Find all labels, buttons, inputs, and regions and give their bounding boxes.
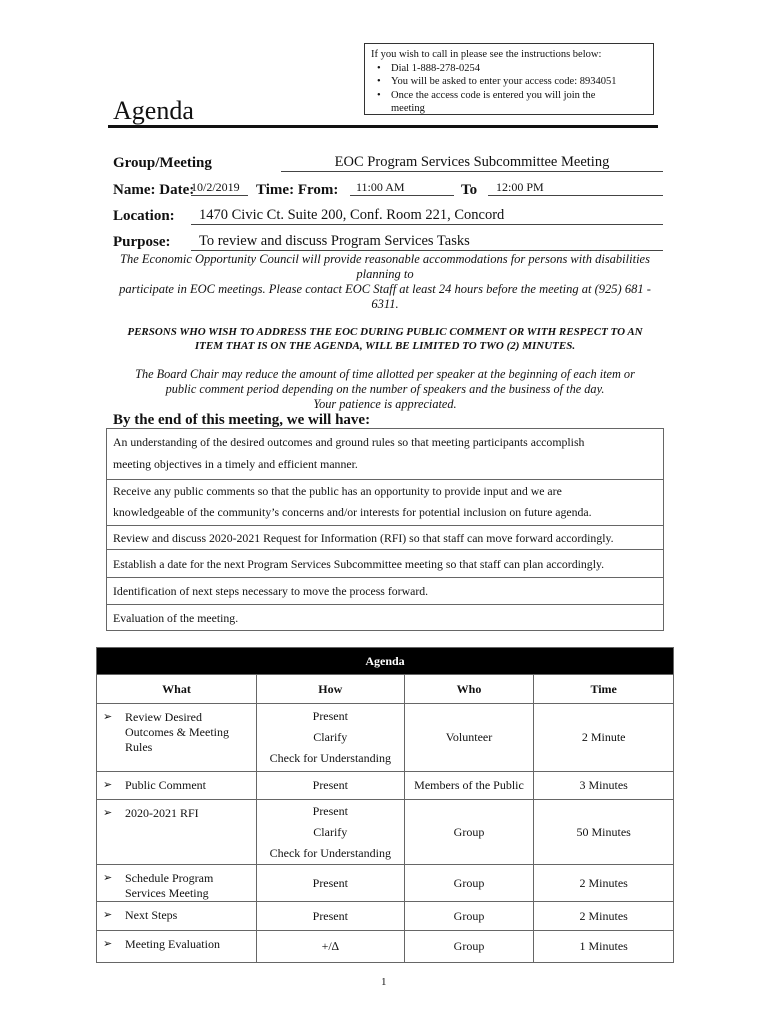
what-cell: ➢ Meeting Evaluation [97,931,257,963]
location-field: 1470 Civic Ct. Suite 200, Conf. Room 221, Concord [191,207,663,225]
board-chair-notice: The Board Chair may reduce the amount of time allotted per speaker at the beginning of each item or public comment period depending on the number of speakers and the business of the day. Your patience is appreciated. [135,367,635,411]
arrow-bullet-icon: ➢ [103,872,113,884]
how-cell: Present Clarify Check for Understanding [256,704,404,772]
column-header-how: How [256,675,404,704]
table-row [97,772,674,800]
table-row [97,704,674,772]
what-cell: ➢ Review Desired Outcomes & Meeting Rules [97,704,257,772]
time-cell: 2 Minute [534,704,674,772]
outcome-row: Evaluation of the meeting. [107,604,663,630]
arrow-bullet-icon: ➢ [103,807,113,819]
title-rule [108,125,658,128]
column-header-time: Time [534,675,674,704]
what-cell: ➢ Schedule Program Services Meeting [97,865,257,902]
how-cell: +/∆ [256,931,404,963]
what-cell: ➢ Public Comment [97,772,257,800]
table-row [97,931,674,963]
page-title: Agenda [113,96,194,125]
purpose-label: Purpose: [113,234,171,250]
agenda-table-title: Agenda [97,648,674,675]
time-cell: 2 Minutes [534,902,674,931]
how-cell: Present [256,772,404,800]
time-cell: 2 Minutes [534,865,674,902]
bullet-icon: • [377,62,381,74]
call-in-step: • You will be asked to enter your access code: 8934051 [377,76,617,87]
accommodation-notice: The Economic Opportunity Council will provide reasonable accommodations for persons with disabilities planning to participate in EOC meetings. Please contact EOC Staff at least 24 hours before the meeting at (925) 681 - 6311. [119,252,651,311]
who-cell: Group [404,931,534,963]
call-in-instructions [364,43,654,115]
table-row [97,865,674,902]
outcome-row: An understanding of the desired outcomes and ground rules so that meeting participants accomplish meeting objectives in a timely and efficient manner. [113,435,585,471]
call-in-intro: If you wish to call in please see the instructions below: [371,49,602,60]
arrow-bullet-icon: ➢ [103,938,113,950]
how-cell: Present Clarify Check for Understanding [256,800,404,865]
public-comment-notice: PERSONS WHO WISH TO ADDRESS THE EOC DURING PUBLIC COMMENT OR WITH RESPECT TO AN ITEM THAT IS ON THE AGENDA, WILL BE LIMITED TO TWO (2) MINUTES. [127,326,643,352]
who-cell: Group [404,865,534,902]
agenda-table [96,647,674,963]
outcomes-heading: By the end of this meeting, we will have: [113,412,371,428]
arrow-bullet-icon: ➢ [103,909,113,921]
arrow-bullet-icon: ➢ [103,779,113,791]
time-cell: 50 Minutes [534,800,674,865]
group-field: EOC Program Services Subcommittee Meeting [281,154,663,172]
outcome-row: Identification of next steps necessary to move the process forward. [107,577,663,604]
page-number: 1 [381,976,387,988]
table-row [97,800,674,865]
outcome-row: Review and discuss 2020-2021 Request for Information (RFI) so that staff can move forward accordingly. [107,525,663,549]
who-cell: Members of the Public [404,772,534,800]
call-in-step: • Dial 1-888-278-0254 [377,62,480,74]
group-label: Group/Meeting [113,155,212,171]
arrow-bullet-icon: ➢ [103,711,113,723]
outcomes-table [106,428,664,631]
how-cell: Present [256,902,404,931]
time-cell: 1 Minutes [534,931,674,963]
who-cell: Group [404,902,534,931]
who-cell: Group [404,800,534,865]
to-field: 12:00 PM [488,180,663,196]
from-field: 11:00 AM [350,180,454,196]
name-date-label: Name: Date: [113,182,195,198]
how-cell: Present [256,865,404,902]
what-cell: ➢ Next Steps [97,902,257,931]
outcome-row: Receive any public comments so that the public has an opportunity to provide input and we are knowledgeable of the community’s concerns and/or interests for potential inclusion on future agenda. [107,479,663,525]
bullet-icon: • [377,89,381,101]
date-field: 10/2/2019 [191,180,248,196]
time-from-label: Time: From: [256,182,339,198]
to-label: To [461,182,478,198]
purpose-field: To review and discuss Program Services Tasks [191,233,663,251]
who-cell: Volunteer [404,704,534,772]
column-header-what: What [97,675,257,704]
table-row [97,902,674,931]
outcome-row: Establish a date for the next Program Services Subcommittee meeting so that staff can plan accordingly. [107,549,663,577]
location-label: Location: [113,208,175,224]
time-cell: 3 Minutes [534,772,674,800]
call-in-step: • Once the access code is entered you will join the meeting [377,89,596,114]
bullet-icon: • [377,76,381,87]
column-header-who: Who [404,675,534,704]
what-cell: ➢ 2020-2021 RFI [97,800,257,865]
